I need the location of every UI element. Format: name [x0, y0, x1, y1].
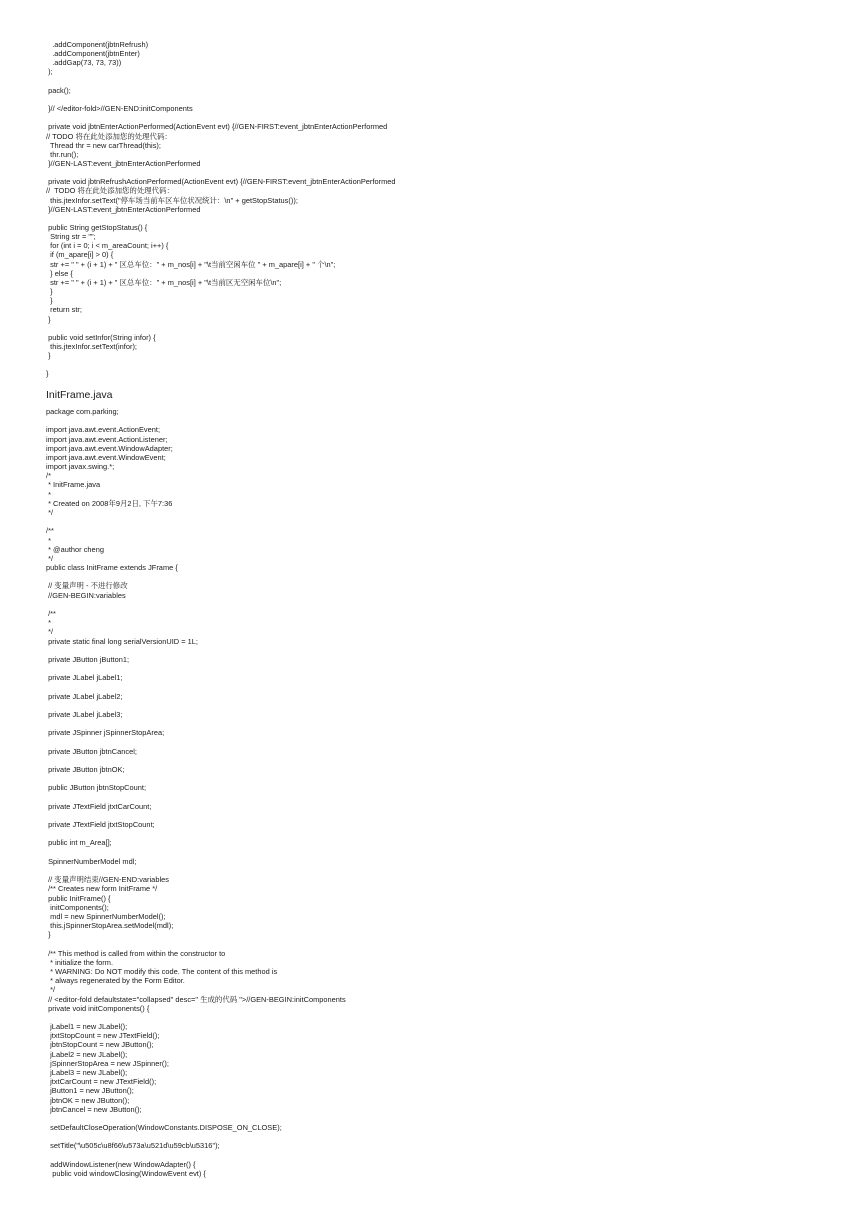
code-line: jbtnStopCount = new JButton(); — [46, 1040, 154, 1050]
code-line: * always regenerated by the Form Editor. — [46, 976, 185, 986]
code-line: } — [46, 930, 51, 940]
code-line: private JButton jbtnOK; — [46, 765, 125, 775]
code-line: // 变量声明结束//GEN-END:variables — [46, 875, 169, 885]
code-line: }//GEN-LAST:event_jbtnEnterActionPerformed — [46, 158, 201, 168]
code-line: * — [46, 489, 51, 499]
code-line: this.jSpinnerStopArea.setModel(mdl); — [46, 921, 174, 931]
code-line: jLabel1 = new JLabel(); — [46, 1022, 128, 1032]
code-line: .addComponent(jbtnEnter) — [46, 49, 140, 59]
code-line: */ — [46, 985, 56, 995]
code-line: public JButton jbtnStopCount; — [46, 783, 147, 793]
code-line: // <editor-fold defaultstate="collapsed" desc=" 生成的代码 ">//GEN-BEGIN:initComponents — [46, 994, 346, 1004]
code-line: private JLabel jLabel3; — [46, 709, 123, 719]
code-line: /** — [46, 608, 56, 618]
code-line: mdl = new SpinnerNumberModel(); — [46, 911, 166, 921]
code-line: pack(); — [46, 85, 71, 95]
code-line: //GEN-BEGIN:variables — [46, 590, 126, 600]
code-line: // 变量声明 - 不进行修改 — [46, 581, 128, 591]
code-line: import javax.swing.*; — [46, 462, 115, 472]
code-line: private JLabel jLabel2; — [46, 691, 123, 701]
code-line: import java.awt.event.ActionEvent; — [46, 425, 161, 435]
code-line: jtxtCarCount = new JTextField(); — [46, 1077, 157, 1087]
code-line: import java.awt.event.WindowAdapter; — [46, 443, 173, 453]
code-line: private JSpinner jSpinnerStopArea; — [46, 728, 165, 738]
code-line: private void jbtnRefrushActionPerformed(ActionEvent evt) {//GEN-FIRST:event_jbtnEnterActionPerformed — [46, 177, 396, 187]
code-line: }// </editor-fold>//GEN-END:initComponents — [46, 104, 193, 114]
code-line: /** — [46, 526, 54, 536]
code-line: private JTextField jtxtStopCount; — [46, 820, 155, 830]
code-line: * — [46, 618, 51, 628]
code-line: * initialize the form. — [46, 957, 114, 967]
code-line: for (int i = 0; i < m_areaCount; i++) { — [46, 241, 169, 251]
code-line: * InitFrame.java — [46, 480, 101, 490]
code-line: .addGap(73, 73, 73)) — [46, 58, 122, 68]
code-line: setTitle("\u505c\u8f66\u573a\u521d\u59cb\u5316"); — [46, 1141, 220, 1151]
code-line: private JButton jButton1; — [46, 654, 130, 664]
code-line: public void setInfor(String infor) { — [46, 332, 156, 342]
code-line: jtxtStopCount = new JTextField(); — [46, 1031, 160, 1041]
code-line: ); — [46, 67, 53, 77]
code-line: } — [46, 296, 53, 306]
code-line: */ — [46, 627, 54, 637]
code-line: str += " " + (i + 1) + " 区总车位：" + m_nos[i] + "\t当前区无空闲车位\n"; — [46, 277, 282, 287]
code-line: package com.parking; — [46, 407, 119, 416]
code-line: * — [46, 535, 51, 545]
code-line: /** Creates new form InitFrame */ — [46, 884, 158, 894]
code-line: * Created on 2008年9月2日, 下午7:36 — [46, 498, 173, 508]
code-line: jbtnCancel = new JButton(); — [46, 1104, 142, 1114]
code-line: String str = ""; — [46, 232, 96, 242]
code-line: public int m_Area[]; — [46, 838, 112, 848]
code-line: return str; — [46, 305, 82, 315]
code-line: public String getStopStatus() { — [46, 223, 148, 232]
code-line: jButton1 = new JButton(); — [46, 1086, 134, 1096]
code-line: } — [46, 287, 53, 297]
code-line: jSpinnerStopArea = new JSpinner(); — [46, 1058, 169, 1068]
code-line: SpinnerNumberModel mdl; — [46, 856, 137, 866]
code-line: public InitFrame() { — [46, 893, 111, 903]
code-line: str += " " + (i + 1) + " 区总车位：" + m_nos[i] + "\t当前空闲车位 " + m_apare[i] + " 个\n"; — [46, 259, 336, 269]
code-line: private JLabel jLabel1; — [46, 673, 123, 683]
code-line: * @author cheng — [46, 544, 104, 554]
code-line: */ — [46, 553, 54, 563]
code-line: addWindowListener(new WindowAdapter() { — [46, 1159, 196, 1169]
code-line: Thread thr = new carThread(this); — [46, 140, 161, 150]
code-line: private JButton jbtnCancel; — [46, 746, 137, 756]
code-line: private JTextField jtxtCarCount; — [46, 801, 152, 811]
code-line: }//GEN-LAST:event_jbtnEnterActionPerformed — [46, 204, 201, 214]
code-line: if (m_apare[i] > 0) { — [46, 250, 114, 260]
code-line: */ — [46, 507, 54, 517]
code-line: /* — [46, 471, 51, 481]
code-line: this.jtexInfor.setText(infor); — [46, 341, 138, 351]
code-line: private void initComponents() { — [46, 1003, 150, 1013]
code-line: } else { — [46, 268, 73, 278]
code-line: .addComponent(jbtnRefrush) — [46, 40, 149, 49]
code-line: public void windowClosing(WindowEvent evt) { — [46, 1168, 206, 1178]
code-line: import java.awt.event.WindowEvent; — [46, 452, 166, 462]
code-line: // TODO 将在此处添加您的处理代码： — [46, 186, 174, 196]
code-line: private static final long serialVersionUID = 1L; — [46, 636, 198, 646]
file-heading: InitFrame.java — [46, 389, 113, 401]
code-line: jLabel3 = new JLabel(); — [46, 1067, 128, 1077]
code-line: private void jbtnEnterActionPerformed(ActionEvent evt) {//GEN-FIRST:event_jbtnEnterActionPerformed — [46, 122, 388, 132]
code-line: * WARNING: Do NOT modify this code. The content of this method is — [46, 966, 278, 976]
code-line: setDefaultCloseOperation(WindowConstants.DISPOSE_ON_CLOSE); — [46, 1123, 282, 1133]
code-line: thr.run(); — [46, 149, 79, 159]
code-line: } — [46, 314, 51, 324]
code-line: jbtnOK = new JButton(); — [46, 1095, 130, 1105]
code-line: } — [46, 369, 49, 379]
code-line: public class InitFrame extends JFrame { — [46, 563, 178, 573]
code-line: /** This method is called from within the constructor to — [46, 948, 226, 958]
code-line: jLabel2 = new JLabel(); — [46, 1049, 128, 1059]
code-line: initComponents(); — [46, 902, 109, 912]
code-line: } — [46, 351, 51, 361]
code-line: // TODO 将在此处添加您的处理代码： — [46, 131, 172, 141]
code-line: import java.awt.event.ActionListener; — [46, 434, 168, 444]
code-line: this.jtexInfor.setText("停车场当前车区车位状况统计：\n" + getStopStatus()); — [46, 195, 298, 205]
